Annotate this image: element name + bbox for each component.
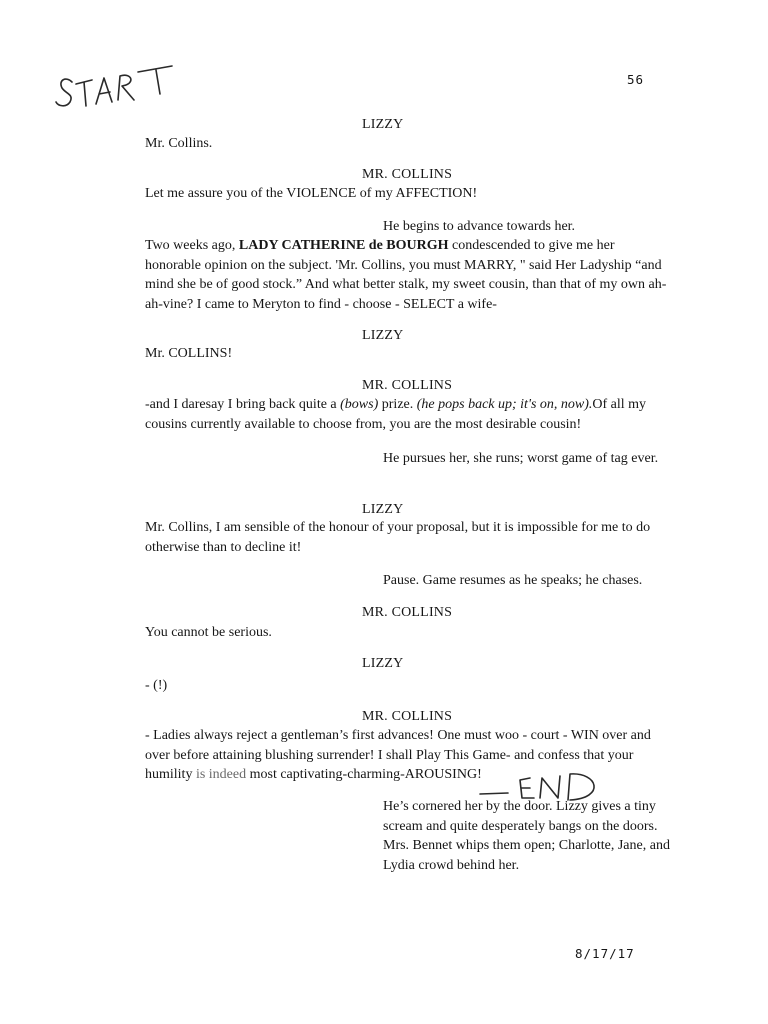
dialogue-line: Mr. Collins.: [145, 136, 213, 151]
stage-direction: He’s cornered her by the door. Lizzy gives a tiny scream and quite desperately bangs on the doors. Mrs. Bennet whips them open; Charlotte, Jane, and Lydia crowd behind her.: [383, 799, 670, 873]
parenthetical: (he pops back up; it's on, now).: [416, 397, 593, 412]
dialogue-text: condescended to give me her honorable opinion on the subject. 'Mr. Collins, you must MARRY, " said Her Ladyship “and mind she be of good stock.” And what better stalk, my sweet cousin, than that of my own ah- ah-vine? I came to Meryton to find - choose - SELECT a wife-: [145, 238, 667, 312]
dialogue-line: [145, 236, 667, 314]
character-cue: LIZZY: [362, 328, 404, 343]
draft-date: 8/17/17: [575, 946, 635, 961]
page-number: 56: [627, 72, 645, 87]
dialogue-line: - (!): [145, 678, 168, 693]
character-cue: MR. COLLINS: [362, 378, 453, 393]
dialogue-text: Two weeks ago,: [145, 238, 239, 253]
character-cue: MR. COLLINS: [362, 709, 453, 724]
dialogue-text: -and I daresay I bring back quite a: [145, 397, 341, 412]
character-cue: MR. COLLINS: [362, 167, 453, 182]
stage-direction: Pause. Game resumes as he speaks; he chases.: [383, 573, 643, 588]
dialogue-line: Let me assure you of the VIOLENCE of my AFFECTION!: [145, 186, 478, 201]
character-cue: MR. COLLINS: [362, 605, 453, 620]
dialogue-text: - Ladies always reject a gentleman’s first advances! One must woo - court - WIN over and over before attaining blushing surrender! I shall Play This Game- and confess that your humility: [145, 728, 651, 782]
character-cue: LIZZY: [362, 656, 404, 671]
dialogue-text: most captivating-charming-AROUSING!: [246, 767, 482, 782]
handwritten-start-annotation: [52, 58, 182, 118]
dialogue-emphasis: LADY CATHERINE de BOURGH: [238, 238, 449, 253]
stage-direction: He pursues her, she runs; worst game of tag ever.: [383, 451, 659, 466]
dialogue-line: You cannot be serious.: [145, 625, 272, 640]
dialogue-line: Mr. Collins, I am sensible of the honour of your proposal, but it is impossible for me to do otherwise than to decline it!: [145, 520, 651, 555]
dialogue-text: prize.: [378, 397, 417, 412]
character-cue: LIZZY: [362, 502, 404, 517]
dialogue-text-faint: is indeed: [195, 767, 247, 782]
character-cue: LIZZY: [362, 117, 404, 132]
parenthetical: (bows): [340, 397, 379, 412]
dialogue-text: Of all my cousins currently available to choose from, you are the most desirable cousin!: [145, 397, 647, 432]
dialogue-line: Mr. COLLINS!: [145, 346, 233, 361]
dialogue-line: [145, 395, 663, 434]
stage-direction: He begins to advance towards her.: [383, 219, 576, 234]
